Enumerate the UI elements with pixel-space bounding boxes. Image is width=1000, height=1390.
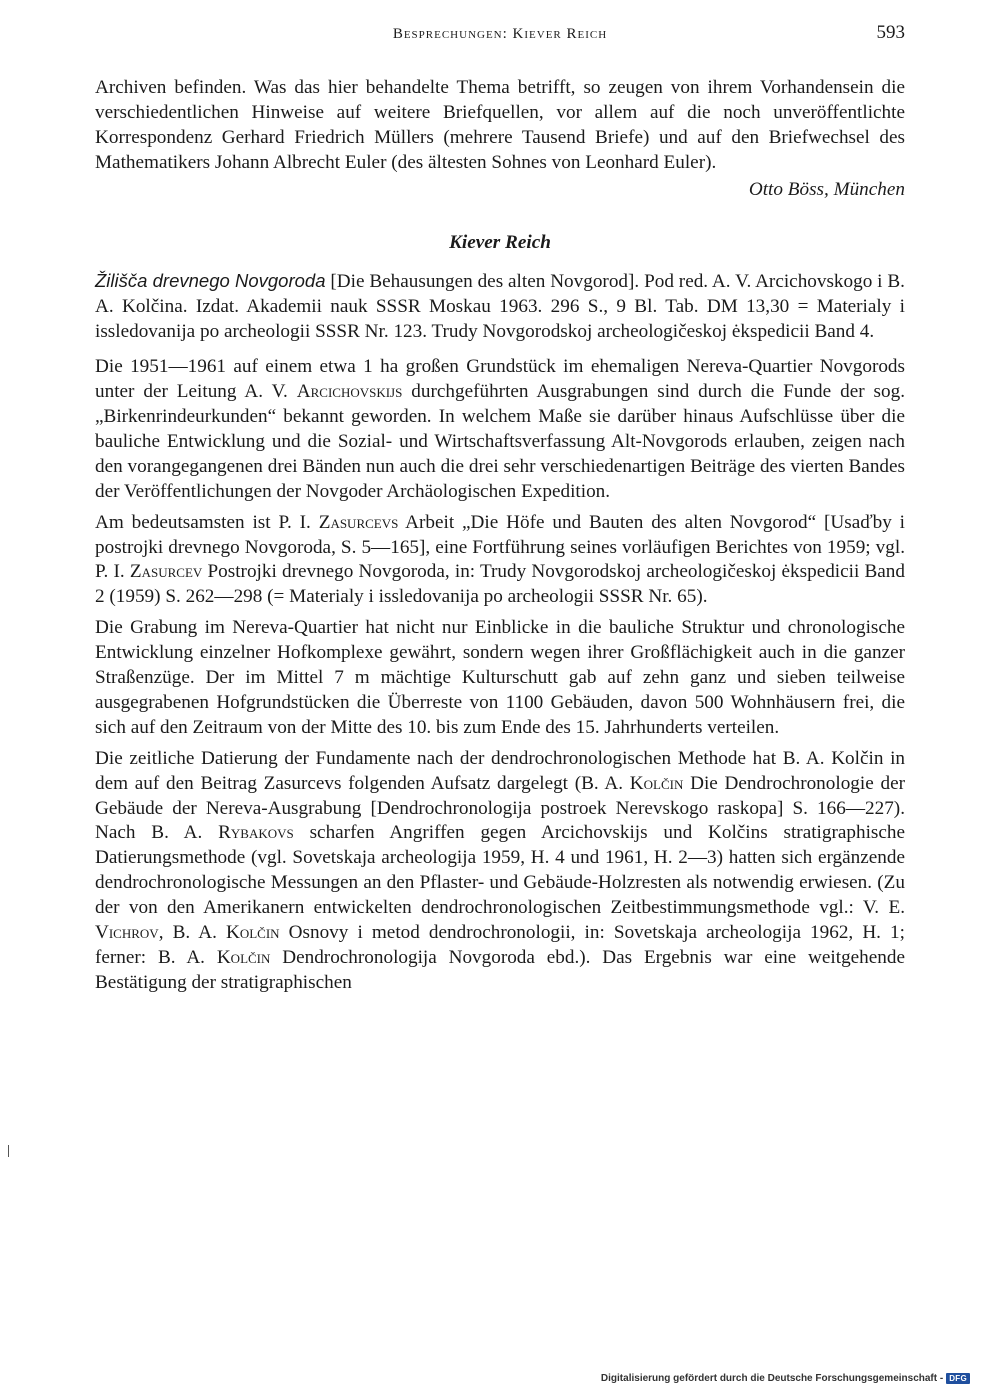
paragraph-1 bbox=[95, 355, 905, 504]
section-title: Kiever Reich bbox=[449, 231, 551, 253]
author-name: Zasurcevs bbox=[318, 511, 399, 533]
text-run: Osnovy i metod dendrochronologii, in: Sovetskaja archeologija 1962, H. 1; ferner: B. A. bbox=[95, 922, 905, 968]
review-signature: Otto Böss, München bbox=[748, 178, 905, 200]
author-name: Vichrov bbox=[95, 922, 159, 944]
author-name: Kolčin bbox=[225, 922, 280, 944]
margin-mark bbox=[8, 1145, 9, 1157]
text-run: Postrojki drevnego Novgoroda, in: Trudy Novgorodskoj archeologičeskoj ėkspedicii Band 2 (1959) S. 262—298 (= Materialy i issledovanija po archeologii SSSR Nr. 65). bbox=[95, 561, 905, 608]
text-run: Dendrochronologija Novgoroda ebd.). Das Ergebnis war eine weitgehende Bestätigung der stratigraphischen bbox=[95, 947, 905, 993]
dfg-logo: DFG bbox=[946, 1373, 970, 1384]
page-number: 593 bbox=[876, 22, 905, 43]
paragraph-4 bbox=[95, 747, 905, 996]
author-name: Kolčin bbox=[216, 947, 271, 968]
bibliographic-details: [Die Behausungen des alten Novgorod]. Pod red. A. V. Arcichovskogo i B. A. Kolčina. Izdat. Akademii nauk SSSR Moskau 1963. 296 S., 9 Bl. Tab. DM 13,30 = Materialy i issledovanija po archeologii SSSR Nr. 123. Trudy Novgorodskoj archeologičeskoj ėkspedicii Band 4. bbox=[95, 271, 905, 343]
running-title: Besprechungen: Kiever Reich bbox=[392, 26, 608, 42]
author-name: Zasurcev bbox=[129, 561, 203, 583]
text-run: , B. A. bbox=[158, 922, 226, 944]
author-name: Rybakovs bbox=[218, 822, 294, 844]
book-title: Žilišča drevnego Novgoroda bbox=[95, 270, 326, 292]
page-header bbox=[95, 22, 905, 56]
text-run: Die zeitliche Datierung der Fundamente nach der dendrochronologischen Methode hat B. A. Kolčin in dem auf den Beitrag Zasurcevs folgenden Aufsatz dargelegt (B. A. bbox=[95, 747, 905, 794]
text-run: Die 1951—1961 auf einem etwa 1 ha großen Grundstück im ehemaligen Nereva-Quartier Novgorods unter der Leitung A. V. bbox=[95, 356, 905, 403]
page-body bbox=[95, 76, 905, 1002]
author-name: Arcichovskijs bbox=[296, 381, 403, 403]
digitization-footer bbox=[601, 1373, 970, 1384]
paragraph-3: Die Grabung im Nereva-Quartier hat nicht nur Einblicke in die bauliche Struktur und chronologische Entwicklung einzelner Hofkomplexe gewährt, sondern wegen ihrer Großflächigkeit auch in die ganzer Straßenzüge. Der im Mittel 7 m mächtige Kulturschutt gab auf zehn ganz und sieben teilweise ausgegrabenen Hofgrundstücken die Überreste von 1100 Gebäuden, davon 500 Wohnhäusern frei, die sich auf den Zeitraum von der Mitte des 10. bis zum Ende des 15. Jahrhunderts verteilen. bbox=[95, 617, 905, 738]
text-run: Die Dendrochronologie der Gebäude der Nereva-Ausgrabung [Dendrochronologija postroek Nerevskogo raskopa] S. 166—227). Nach B. A. bbox=[95, 772, 905, 844]
text-run: scharfen Angriffen gegen Arcichovskijs und Kolčins stratigraphische Datierungsmethode (vgl. Sovetskaja archeologija 1959, H. 4 und 1961, H. 2—3) hatten sich ergänzende dendrochronologische Messungen an den Pflaster- und Gebäude-Holzresten als notwendig erwiesen. (Zu der von den Amerikanern entwickelten dendrochronologischen Zeitbestimmungsmethode vgl.: V. E. bbox=[95, 822, 905, 919]
footer-text: Digitalisierung gefördert durch die Deutsche Forschungsgemeinschaft - bbox=[600, 1373, 944, 1384]
text-run: Am bedeutsamsten ist P. I. bbox=[95, 511, 319, 533]
bibliographic-entry bbox=[95, 269, 905, 345]
text-run: Arbeit „Die Höfe und Bauten des alten Novgorod“ [Usaďby i postrojki drevnego Novgoroda, S. 5—165], eine Fortführung seines vorläufigen Berichtes von 1959; vgl. P. I. bbox=[95, 511, 905, 583]
text-run: durchgeführten Ausgrabungen sind durch die Funde der sog. „Birkenrindeurkunden“ bekannt geworden. In welchem Maße sie darüber hinaus Aufschlüsse über die bauliche Entwicklung und die Sozial- und Wirtschaftsverfassung Alt-Novgorods erlauben, zeigen nach den vorangegangenen drei Bänden nun auch die drei sehr verschiedenartigen Beiträge des vierten Bandes der Veröffentlichungen der Novgoder Archäologischen Expedition. bbox=[95, 381, 905, 502]
intro-paragraph: Archiven befinden. Was das hier behandelte Thema betrifft, so zeugen von ihrem Vorhandensein die verschiedentlichen Hinweise auf weitere Briefquellen, vor allem auf die noch unveröffentlichte Korrespondenz Gerhard Friedrich Müllers (mehrere Tausend Briefe) und auf den Briefwechsel des Mathematikers Johann Albrecht Euler (des ältesten Sohnes von Leonhard Euler). bbox=[95, 77, 905, 173]
author-name: Kolčin bbox=[629, 772, 684, 794]
paragraph-2 bbox=[95, 511, 905, 611]
